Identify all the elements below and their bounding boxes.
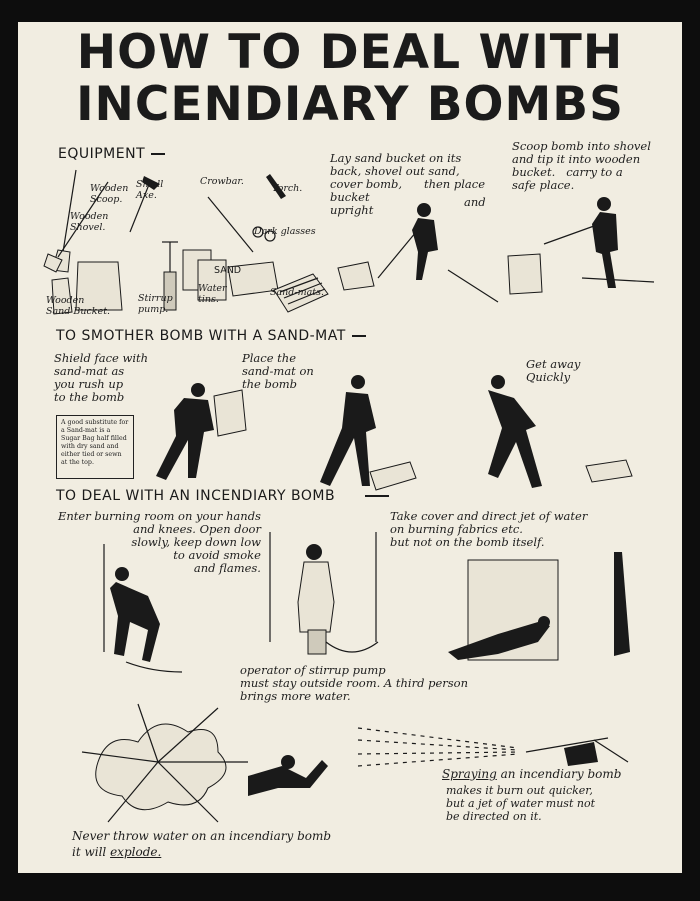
poster-title-line-2: INCENDIARY BOMBS: [76, 77, 624, 132]
scooping-bomb-illustration: [504, 192, 664, 302]
sandmat-illustration-2: [306, 368, 426, 498]
label-wooden-scoop: Wooden Scoop.: [90, 183, 129, 205]
sandmat-step-3: Get away Quickly: [526, 357, 581, 384]
spraying-fabrics-illustration: [418, 552, 648, 672]
sand-bucket-and: and: [464, 195, 486, 209]
sugar-bag-note: A good substitute for a Sand-mat is a Sugar Bag half filled with dry sand and either tied or sewn at the top.: [56, 415, 134, 479]
label-stirrup-pump: Stirrup pump.: [138, 293, 173, 315]
shovelling-sand-illustration: [338, 190, 508, 300]
label-sand: SAND: [214, 265, 242, 276]
spraying-highlight: Spraying: [442, 767, 497, 781]
label-crowbar: Crowbar.: [200, 176, 244, 187]
sandmat-step-2: Place the sand-mat on the bomb: [242, 351, 314, 391]
label-wooden-sand-bucket: Wooden Sand Bucket.: [46, 295, 111, 317]
entering-room-illustration: [52, 532, 412, 682]
label-small-axe: Small Axe.: [136, 179, 164, 201]
explosion-illustration: [78, 702, 338, 832]
warning-explode: explode.: [110, 845, 162, 859]
sandmat-section-heading: TO SMOTHER BOMB WITH A SAND-MAT: [56, 328, 366, 344]
room-step-2: Take cover and direct jet of water on burning fabrics etc. but not on the bomb itself.: [390, 509, 588, 549]
label-sand-mats: Sand-mats.: [270, 287, 324, 298]
warning-line-2: [72, 846, 161, 859]
scoop-bomb-instructions: Scoop bomb into shovel and tip it into wooden bucket. carry to a safe place.: [512, 139, 651, 192]
sand-bucket-instructions: Lay sand bucket on its back, shovel out sand, cover bomb, then place bucket upright: [330, 151, 485, 217]
warning-line-2-plain: it will: [72, 845, 111, 859]
pump-operator-note: operator of stirrup pump must stay outside room. A third person brings more water.: [240, 663, 469, 703]
label-dark-glasses: Dark glasses: [254, 226, 316, 237]
sandmat-illustration-3: [458, 368, 658, 498]
room-section-heading: TO DEAL WITH AN INCENDIARY BOMB: [56, 488, 389, 504]
spraying-note-line-1: [442, 768, 621, 781]
warning-line-1: Never throw water on an incendiary bomb: [72, 829, 332, 843]
room-step-1: Enter burning room on your hands and knees. Open door slowly, keep down low to avoid smoke and flames.: [58, 509, 261, 575]
spraying-note-rest: makes it burn out quicker, but a jet of water must not be directed on it.: [446, 784, 595, 823]
label-water-tins: Water tins.: [198, 283, 227, 305]
sandmat-illustration-1: [136, 360, 256, 490]
poster-title-line-1: HOW TO DEAL WITH: [76, 25, 624, 80]
equipment-heading: EQUIPMENT: [58, 146, 165, 162]
label-wooden-shovel: Wooden Shovel.: [70, 211, 109, 233]
sandmat-step-1: Shield face with sand-mat as you rush up to the bomb: [54, 351, 149, 404]
poster: [18, 22, 682, 873]
spraying-line-1-rest: an incendiary bomb: [496, 767, 622, 781]
label-torch: Torch.: [272, 183, 303, 194]
